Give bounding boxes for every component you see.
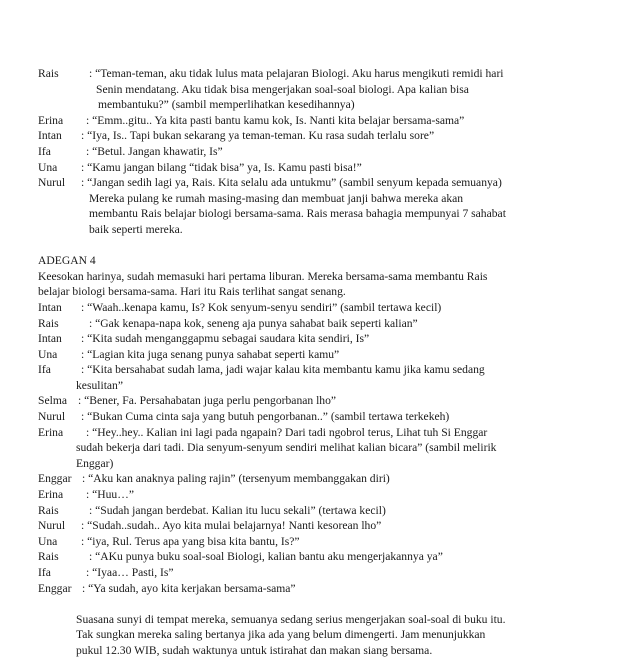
narration-text: Mereka pulang ke rumah masing-masing dan membuat janji bahwa mereka akan — [89, 191, 464, 205]
dialogue-line — [38, 175, 628, 191]
dialogue-line — [38, 565, 628, 581]
dialogue-line — [38, 128, 628, 144]
dialogue-line — [38, 581, 628, 597]
speaker-name: Rais — [38, 550, 59, 564]
dialogue-line — [38, 393, 628, 409]
dialogue-text: membantuku?” (sambil memperlihatkan kesedihannya) — [98, 98, 355, 112]
scene-heading: ADEGAN 4 — [38, 254, 96, 268]
narration-text: pukul 12.30 WIB, sudah waktunya untuk istirahat dan makan siang bersama. — [76, 643, 433, 657]
dialogue-line — [38, 160, 628, 176]
closing-narration — [38, 612, 628, 659]
dialogue-text: : “Iya, Is.. Tapi bukan sekarang ya teman-teman. Ku rasa sudah terlalu sore” — [81, 129, 435, 143]
dialogue-continuation — [38, 82, 628, 98]
dialogue-text: : “AKu punya buku soal-soal Biologi, kalian bantu aku mengerjakannya ya” — [89, 550, 443, 564]
dialogue-line — [38, 487, 628, 503]
narration-text: baik seperti mereka. — [89, 222, 183, 236]
dialogue-continuation — [38, 440, 628, 456]
speaker-name: Intan — [38, 332, 62, 346]
dialogue-text: : “Teman-teman, aku tidak lulus mata pelajaran Biologi. Aku harus mengikuti remidi hari — [89, 67, 504, 80]
speaker-name: Nurul — [38, 410, 66, 424]
dialogue-continuation — [38, 456, 628, 472]
dialogue-text: Enggar) — [76, 456, 114, 470]
dialogue-line — [38, 362, 628, 378]
speaker-name: Ifa — [38, 363, 51, 377]
dialogue-block-2 — [38, 300, 628, 596]
dialogue-continuation — [38, 378, 628, 394]
speaker-name: Ifa — [38, 144, 51, 158]
dialogue-line — [38, 549, 628, 565]
dialogue-text: : “Sudah jangan berdebat. Kalian itu lucu sekali” (tertawa kecil) — [89, 503, 386, 517]
narration-line — [38, 643, 628, 659]
dialogue-block-1 — [38, 66, 628, 238]
narration-text: membantu Rais belajar biologi bersama-sama. Rais merasa bahagia mempunyai 7 sahabat — [89, 207, 506, 221]
dialogue-text: : “Bener, Fa. Persahabatan juga perlu pengorbanan lho” — [78, 394, 337, 408]
narration-text: Suasana sunyi di tempat mereka, semuanya sedang serius mengerjakan soal-soal di buku itu. — [76, 612, 506, 626]
dialogue-text: : “Ya sudah, ayo kita kerjakan bersama-sama” — [82, 581, 296, 595]
narration-text: Tak sungkan mereka saling bertanya jika ada yang belum dimengerti. Jam menunjukkan — [76, 628, 486, 642]
dialogue-text: : “Sudah..sudah.. Ayo kita mulai belajarnya! Nanti kesorean lho” — [81, 519, 382, 533]
speaker-name: Erina — [38, 113, 64, 127]
narration-line — [38, 612, 628, 628]
dialogue-line — [38, 518, 628, 534]
speaker-name: Erina — [38, 488, 64, 502]
dialogue-line — [38, 471, 628, 487]
speaker-name: Una — [38, 534, 58, 548]
speaker-name: Enggar — [38, 581, 72, 595]
dialogue-continuation — [38, 222, 628, 238]
speaker-name: Nurul — [38, 519, 66, 533]
speaker-name: Rais — [38, 503, 59, 517]
dialogue-text: : “Kita sudah menganggapmu sebagai saudara kita sendiri, Is” — [81, 332, 370, 346]
dialogue-line — [38, 534, 628, 550]
dialogue-text: : “Aku kan anaknya paling rajin” (tersenyum membanggakan diri) — [82, 472, 390, 486]
speaker-name: Intan — [38, 300, 62, 314]
dialogue-line — [38, 144, 628, 160]
speaker-name: Enggar — [38, 472, 72, 486]
dialogue-text: : “Bukan Cuma cinta saja yang butuh pengorbanan..” (sambil tertawa terkekeh) — [81, 410, 450, 424]
speaker-name: Una — [38, 160, 58, 174]
speaker-name: Rais — [38, 67, 59, 80]
dialogue-continuation — [38, 97, 628, 113]
dialogue-text: sudah bekerja dari tadi. Dia senyum-senyum sendiri melihat kalian bicara” (sambil melirik — [76, 441, 497, 455]
speaker-name: Intan — [38, 129, 62, 143]
dialogue-line — [38, 316, 628, 332]
narration-line — [38, 269, 628, 285]
dialogue-line — [38, 409, 628, 425]
dialogue-text: : “Hey..hey.. Kalian ini lagi pada ngapain? Dari tadi ngobrol terus, Lihat tuh Si Enggar — [86, 425, 488, 439]
dialogue-text: : “Emm..gitu.. Ya kita pasti bantu kamu kok, Is. Nanti kita belajar bersama-sama” — [86, 113, 465, 127]
dialogue-line — [38, 331, 628, 347]
dialogue-line — [38, 503, 628, 519]
dialogue-line — [38, 347, 628, 363]
dialogue-continuation — [38, 191, 628, 207]
dialogue-text: : “Kamu jangan bilang “tidak bisa” ya, Is. Kamu pasti bisa!” — [81, 160, 362, 174]
dialogue-text: : “Kita bersahabat sudah lama, jadi wajar kalau kita membantu kamu jika kamu sedang — [81, 363, 485, 377]
dialogue-text: : “Iyaa… Pasti, Is” — [86, 566, 174, 579]
speaker-name: Erina — [38, 425, 64, 439]
dialogue-text: : “Betul. Jangan khawatir, Is” — [86, 144, 223, 158]
dialogue-continuation — [38, 206, 628, 222]
dialogue-text: : “iya, Rul. Terus apa yang bisa kita bantu, Is?” — [81, 534, 300, 548]
speaker-name: Ifa — [38, 566, 51, 579]
speaker-name: Selma — [38, 394, 67, 408]
speaker-name: Rais — [38, 316, 59, 330]
dialogue-text: : “Waah..kenapa kamu, Is? Kok senyum-senyu sendiri” (sambil tertawa kecil) — [81, 300, 442, 314]
dialogue-line — [38, 300, 628, 316]
document-page — [38, 66, 628, 659]
dialogue-text: : “Huu…” — [86, 488, 134, 502]
dialogue-text: : “Jangan sedih lagi ya, Rais. Kita selalu ada untukmu” (sambil senyum kepada semuanya) — [81, 176, 502, 190]
narration-line — [38, 284, 628, 300]
narration-text: belajar biologi bersama-sama. Hari itu Rais terlihat sangat senang. — [38, 285, 346, 299]
dialogue-text: : “Gak kenapa-napa kok, seneng aja punya sahabat baik seperti kalian” — [89, 316, 418, 330]
dialogue-line — [38, 66, 628, 82]
dialogue-text: Senin mendatang. Aku tidak bisa mengerjakan soal-soal biologi. Apa kalian bisa — [96, 82, 469, 96]
dialogue-text: kesulitan” — [76, 378, 124, 392]
dialogue-line — [38, 113, 628, 129]
dialogue-text: : “Lagian kita juga senang punya sahabat seperti kamu” — [81, 347, 340, 361]
speaker-name: Nurul — [38, 176, 66, 190]
speaker-name: Una — [38, 347, 58, 361]
narration-text: Keesokan harinya, sudah memasuki hari pertama liburan. Mereka bersama-sama membantu Rais — [38, 269, 488, 283]
dialogue-line — [38, 425, 628, 441]
